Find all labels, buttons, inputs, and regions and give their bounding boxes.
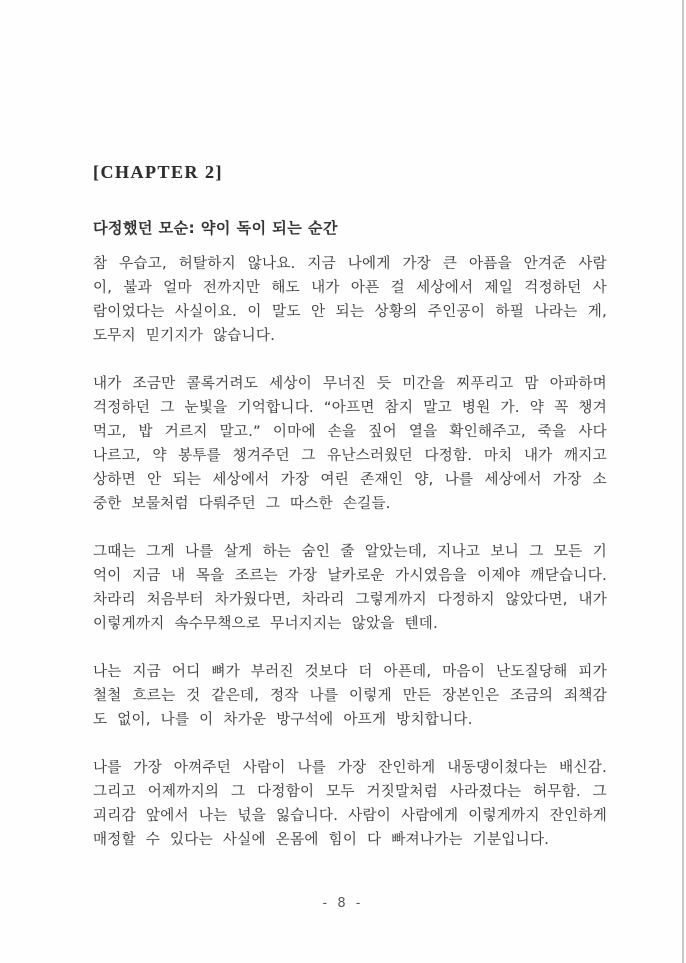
- page-number: - 8 -: [322, 896, 364, 911]
- body-paragraph: 나를 가장 아껴주던 사람이 나를 가장 잔인하게 내동댕이쳤다는 배신감. 그리고 어제까지의 그 다정함이 모두 거짓말처럼 사라졌다는 허무함. 그 괴리감 앞에서 나는 넋을 잃습니다. 사람이 사람에게 이렇게까지 잔인하게 매정할 수 있다는 사실에 온몸에 힘이 다 빠져나가는 기분입니다.: [93, 760, 607, 848]
- body-paragraph: 그때는 그게 나를 살게 하는 숨인 줄 알았는데, 지나고 보니 그 모든 기억이 지금 내 목을 조르는 가장 날카로운 가시였음을 이제야 깨닫습니다. 차라리 처음부터 차가웠다면, 차라리 그렇게까지 다정하지 않았다면, 내가 이렇게까지 속수무책으로 무너지지는 않았을 텐데.: [93, 544, 607, 632]
- body-paragraph: 나는 지금 어디 뼈가 부러진 것보다 더 아픈데, 마음이 난도질당해 피가 철철 흐르는 것 같은데, 정작 나를 이렇게 만든 장본인은 조금의 죄책감도 없이, 나를 이 차가운 방구석에 아프게 방치합니다.: [93, 664, 607, 728]
- chapter-heading: [CHAPTER 2]: [93, 162, 223, 182]
- body-paragraph: 내가 조금만 콜록거려도 세상이 무너진 듯 미간을 찌푸리고 맘 아파하며 걱정하던 그 눈빛을 기억합니다. “아프면 참지 말고 병원 가. 약 꼭 챙겨 먹고, 밥 거르지 말고.” 이마에 손을 짚어 열을 확인해주고, 죽을 사다 나르고, 약 봉투를 챙겨주던 그 유난스러웠던 다정함. 마치 내가 깨지고 상하면 안 되는 세상에서 가장 여린 존재인 양, 나를 세상에서 가장 소중한 보물처럼 다뤄주던 그 따스한 손길들.: [93, 376, 607, 512]
- section-title: 다정했던 모순: 약이 독이 되는 순간: [93, 219, 338, 237]
- body-paragraph: 참 우습고, 허탈하지 않나요. 지금 나에게 가장 큰 아픔을 안겨준 사람이, 불과 얼마 전까지만 해도 내가 아픈 걸 세상에서 제일 걱정하던 사람이었다는 사실이요. 이 말도 안 되는 상황의 주인공이 하필 나라는 게, 도무지 믿기지가 않습니다.: [93, 256, 607, 344]
- scan-edge-line: [682, 0, 684, 963]
